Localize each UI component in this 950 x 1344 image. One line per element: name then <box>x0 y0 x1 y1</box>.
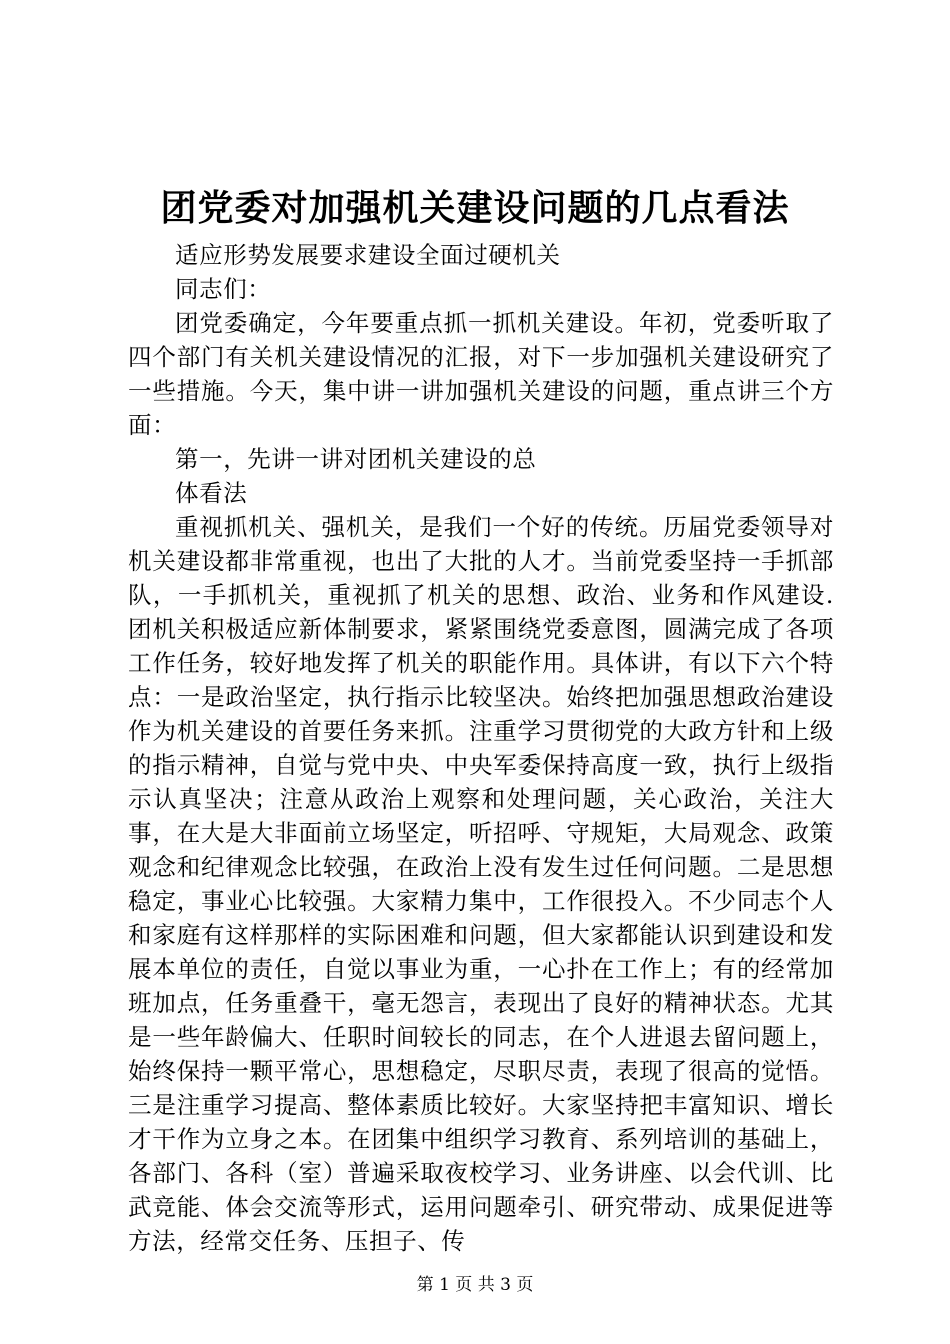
body-paragraph: 重视抓机关、强机关，是我们一个好的传统。历届党委领导对机关建设都非常重视，也出了大批的人才。当前党委坚持一手抓部队，一手抓机关，重视抓了机关的思想、政治、业务和作风建设.团机关积极适应新体制要求，紧紧围绕党委意图，圆满完成了各项工作任务，较好地发挥了机关的职能作用。具体讲，有以下六个特点：一是政治坚定，执行指示比较坚决。始终把加强思想政治建设作为机关建设的首要任务来抓。注重学习贯彻党的大政方针和上级的指示精神，自觉与党中央、中央军委保持高度一致，执行上级指示认真坚决；注意从政治上观察和处理问题，关心政治，关注大事，在大是大非面前立场坚定，听招呼、守规矩，大局观念、政策观念和纪律观念比较强，在政治上没有发生过任何问题。二是思想稳定，事业心比较强。大家精力集中，工作很投入。不少同志个人和家庭有这样那样的实际困难和问题，但大家都能认识到建设和发展本单位的责任，自觉以事业为重，一心扑在工作上；有的经常加班加点，任务重叠干，毫无怨言，表现出了良好的精神状态。尤其是一些年龄偏大、任职时间较长的同志，在个人进退去留问题上，始终保持一颗平常心，思想稳定，尽职尽责，表现了很高的觉悟。三是注重学习提高、整体素质比较好。大家坚持把丰富知识、增长才干作为立身之本。在团集中组织学习教育、系列培训的基础上，各部门、各科（室）普遍采取夜校学习、业务讲座、以会代训、比武竞能、体会交流等形式，运用问题牵引、研究带动、成果促进等方法，经常交任务、压担子、传 <box>128 513 834 1255</box>
page-number-footer: 第 1 页 共 3 页 <box>416 1275 534 1295</box>
subtitle-paragraph: 适应形势发展要求建设全面过硬机关 <box>175 241 561 269</box>
document-body <box>128 238 834 1258</box>
salutation-paragraph: 同志们： <box>175 275 272 303</box>
section-heading-line-2: 体看法 <box>175 479 248 507</box>
section-heading-line-1: 第一，先讲一讲对团机关建设的总 <box>175 445 537 473</box>
body-paragraph: 团党委确定，今年要重点抓一抓机关建设。年初，党委听取了四个部门有关机关建设情况的汇报，对下一步加强机关建设研究了一些措施。今天，集中讲一讲加强机关建设的问题，重点讲三个方面： <box>128 309 834 439</box>
document-title: 团党委对加强机关建设问题的几点看法 <box>160 187 790 229</box>
